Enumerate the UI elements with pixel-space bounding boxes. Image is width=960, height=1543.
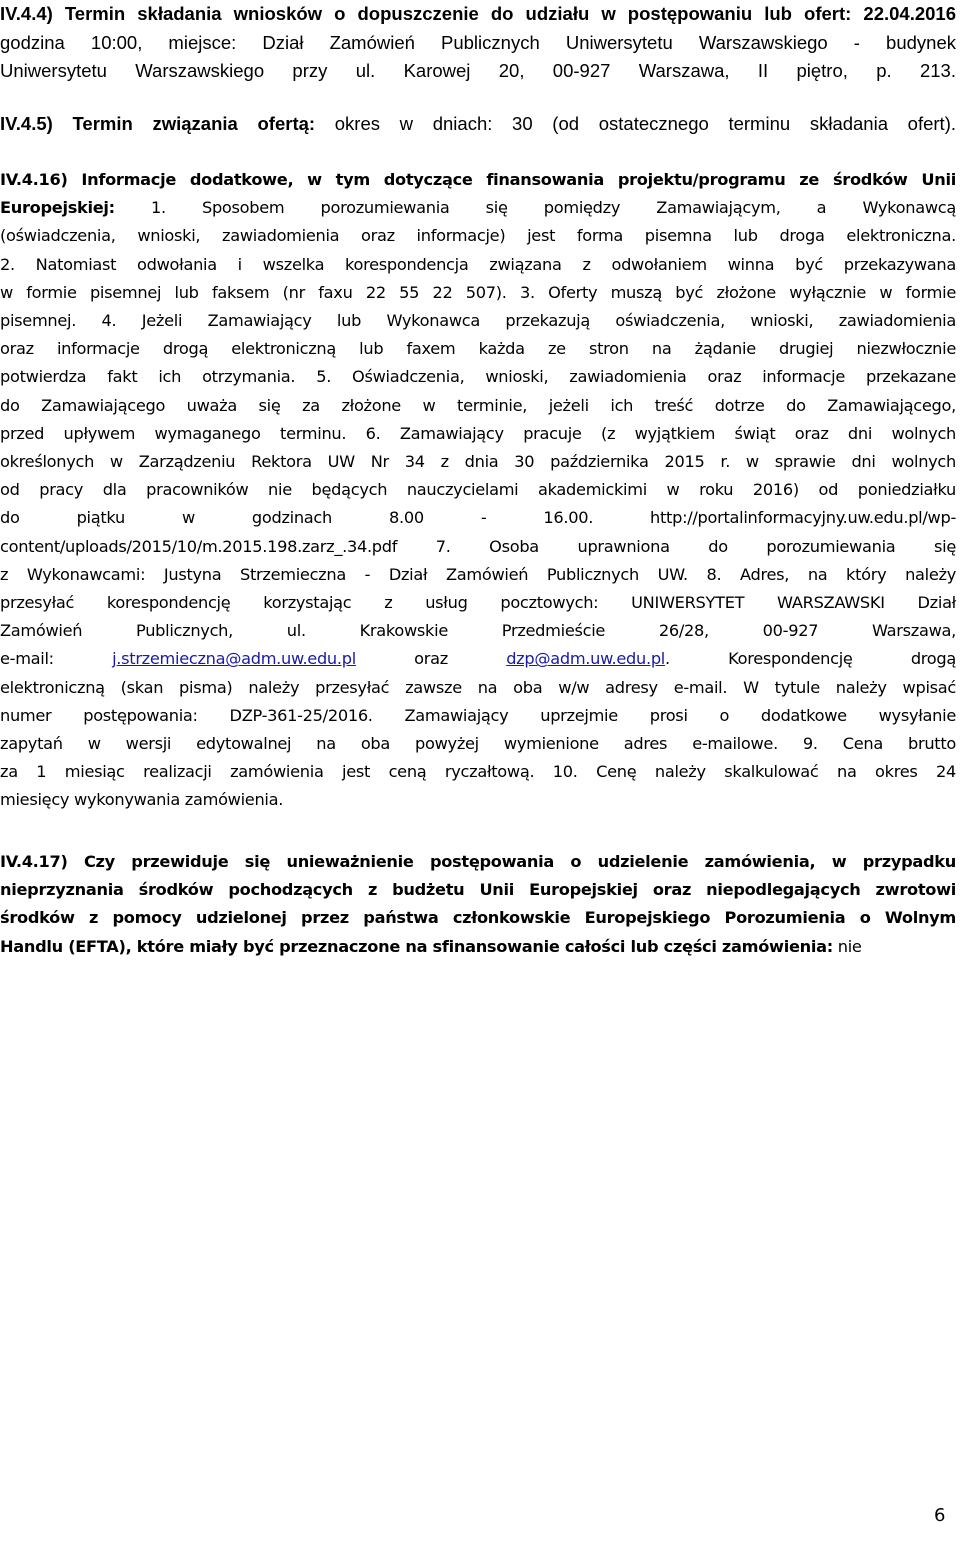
section-iv-4-16-heading-end: Europejskiej: — [0, 198, 115, 218]
section-iv-4-16 — [0, 166, 956, 815]
section-iv-4-16-line-1 — [0, 194, 956, 222]
section-iv-4-17-heading-3: środków z pomocy udzielonej przez państwa członkowskie Europejskiego Porozumienia o Wolnym — [0, 908, 956, 928]
paragraph-line: do piątku w godzinach 8.00 - 16.00. http://portalinformacyjny.uw.edu.pl/wp- — [0, 508, 956, 528]
paragraph-line: przesyłać korespondencję korzystając z usług pocztowych: UNIWERSYTET WARSZAWSKI Dział — [0, 593, 956, 613]
section-iv-4-16-heading-line1 — [0, 166, 956, 194]
section-iv-4-17 — [0, 848, 956, 961]
paragraph-line: oraz informacje drogą elektroniczną lub faxem każda ze stron na żądanie drugiej niezwłocznie — [0, 339, 956, 359]
paragraph-line: z Wykonawcami: Justyna Strzemieczna - Dział Zamówień Publicznych UW. 8. Adres, na który należy — [0, 564, 956, 584]
section-iv-4-17-heading-1: IV.4.17) Czy przewiduje się unieważnienie postępowania o udzielenie zamówienia, w przypadku — [0, 852, 956, 871]
section-iv-4-4-line2: godzina 10:00, miejsce: Dział Zamówień Publicznych Uniwersytetu Warszawskiego - budynek — [0, 31, 956, 53]
paragraph-line: zapytań w wersji edytowalnej na oba powyżej wymienione adres e-mailowe. 9. Cena brutto — [0, 734, 956, 754]
section-iv-4-5 — [0, 110, 956, 139]
section-iv-4-16-text-1: 1. Sposobem porozumiewania się pomiędzy Zamawiającym, a Wykonawcą — [151, 198, 956, 218]
section-iv-4-17-last-line — [0, 933, 956, 961]
email-link-dzp[interactable]: dzp@adm.uw.edu.pl — [506, 649, 666, 669]
section-iv-4-4 — [0, 0, 956, 86]
section-iv-4-4-date: 22.04.2016 — [863, 3, 956, 24]
paragraph-line: content/uploads/2015/10/m.2015.198.zarz_.34.pdf 7. Osoba uprawniona do porozumiewania się — [0, 536, 956, 556]
paragraph-line: elektroniczną (skan pisma) należy przesyłać zawsze na oba w/w adresy e-mail. W tytule należy wpisać — [0, 677, 956, 697]
section-iv-4-17-heading-2: nieprzyznania środków pochodzących z budżetu Unii Europejskiej oraz niepodlegających zwrotowi — [0, 880, 956, 900]
paragraph-line: numer postępowania: DZP-361-25/2016. Zamawiający uprzejmie prosi o dodatkowe wysyłanie — [0, 705, 956, 725]
section-iv-4-4-line1 — [0, 0, 956, 29]
paragraph-line: do Zamawiającego uważa się za złożone w terminie, jeżeli ich treść dotrze do Zamawiającego, — [0, 395, 956, 415]
paragraph-line: od pracy dla pracowników nie będących nauczycielami akademickimi w roku 2016) od poniedziałku — [0, 480, 956, 500]
section-iv-4-17-line — [0, 848, 956, 876]
paragraph-line: za 1 miesiąc realizacji zamówienia jest ceną ryczałtową. 10. Cenę należy skalkulować na okres 24 — [0, 762, 956, 782]
paragraph-line: określonych w Zarządzeniu Rektora UW Nr 34 z dnia 30 października 2015 r. w sprawie dni wolnych — [0, 452, 956, 472]
paragraph-line: w formie pisemnej lub faksem (nr faxu 22 55 22 507). 3. Oferty muszą być złożone wyłącznie w formie — [0, 282, 956, 302]
section-iv-4-17-heading-4: Handlu (EFTA), które miały być przeznaczone na sfinansowanie całości lub części zamówienia: — [0, 936, 833, 956]
paragraph-line: potwierdza fakt ich otrzymania. 5. Oświadczenia, wnioski, zawiadomienia oraz informacje przekazane — [0, 367, 956, 387]
page-number: 6 — [934, 1505, 946, 1526]
section-iv-4-5-text: okres w dniach: 30 (od ostatecznego terminu składania ofert). — [334, 113, 957, 134]
email-link-strzemieczna[interactable]: j.strzemieczna@adm.uw.edu.pl — [112, 649, 356, 669]
section-iv-4-5-line — [0, 110, 956, 139]
section-iv-4-17-answer: nie — [837, 936, 862, 956]
paragraph-line: przed upływem wymaganego terminu. 6. Zamawiający pracuje (z wyjątkiem świąt oraz dni wolnych — [0, 423, 956, 443]
paragraph-line: Zamówień Publicznych, ul. Krakowskie Przedmieście 26/28, 00-927 Warszawa, — [0, 621, 956, 641]
paragraph-line: 2. Natomiast odwołania i wszelka korespondencja związana z odwołaniem winna być przekazywana — [0, 254, 956, 274]
paragraph-line: pisemnej. 4. Jeżeli Zamawiający lub Wykonawca przekazują oświadczenia, wnioski, zawiadomienia — [0, 311, 956, 331]
section-iv-4-16-heading: IV.4.16) Informacje dodatkowe, w tym dotyczące finansowania projektu/programu ze środków Unii — [0, 170, 956, 189]
section-iv-4-17-line — [0, 904, 956, 932]
email-label: e-mail: — [0, 649, 54, 669]
section-iv-4-4-heading: IV.4.4) Termin składania wniosków o dopuszczenie do udziału w postępowaniu lub ofert: — [0, 3, 852, 24]
section-iv-4-17-line — [0, 876, 956, 904]
email-line-rest: . Korespondencję drogą — [665, 649, 956, 669]
email-conjunction: oraz — [414, 649, 448, 669]
paragraph-last-line: miesięcy wykonywania zamówienia. — [0, 790, 284, 810]
email-line — [0, 645, 956, 673]
paragraph-line: (oświadczenia, wnioski, zawiadomienia oraz informacje) jest forma pisemna lub droga elektroniczna. — [0, 226, 956, 246]
section-iv-4-5-heading: IV.4.5) Termin związania ofertą: — [0, 113, 316, 134]
section-iv-4-4-line3: Uniwersytetu Warszawskiego przy ul. Karowej 20, 00-927 Warszawa, II piętro, p. 213. — [0, 60, 956, 81]
